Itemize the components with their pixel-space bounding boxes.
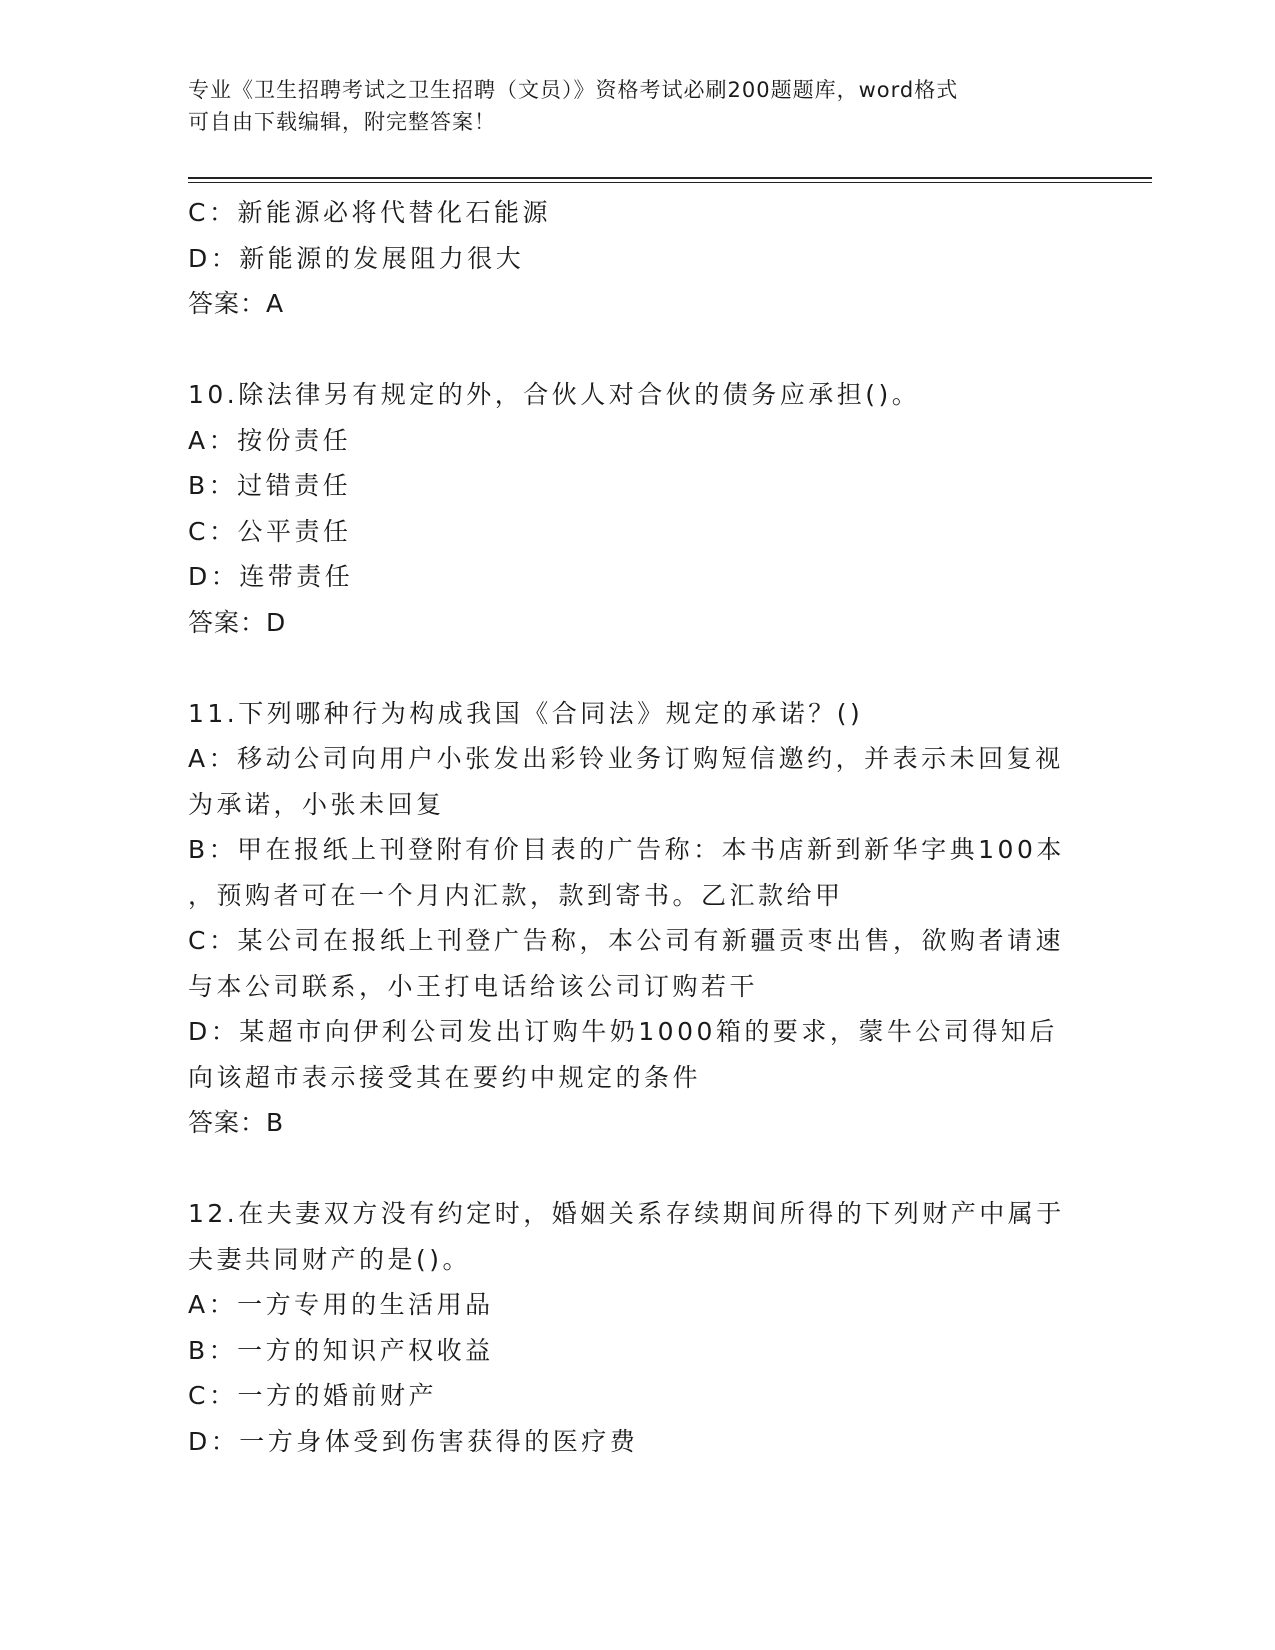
question-stem: 12.在夫妻双方没有约定时，婚姻关系存续期间所得的下列财产中属于 [188,1199,1065,1228]
option-a: A：一方专用的生活用品 [188,1290,494,1319]
answer: 答案：B [188,1108,285,1137]
document-header [188,74,1068,138]
option-c: C：公平责任 [188,516,352,546]
header-line-2: 可自由下载编辑，附完整答案！ [188,110,496,134]
option-b: B：甲在报纸上刊登附有价目表的广告称：本书店新到新华字典100本 [188,835,1065,864]
option-b-cont: ，预购者可在一个月内汇款，款到寄书。乙汇款给甲 [188,880,844,910]
option-c-cont: 与本公司联系，小王打电话给该公司订购若干 [188,971,759,1001]
option-d-cont: 向该超市表示接受其在要约中规定的条件 [188,1062,702,1092]
header-line-1: 专业《卫生招聘考试之卫生招聘（文员）》资格考试必刷200题题库，word格式 [188,78,959,102]
option-d: D：连带责任 [188,562,354,591]
question-10 [188,372,1088,645]
option-d: D：一方身体受到伤害获得的医疗费 [188,1426,639,1456]
option-b: B：一方的知识产权收益 [188,1335,494,1365]
option-a-cont: 为承诺，小张未回复 [188,789,445,819]
question-12 [188,1191,1088,1464]
question-stem-cont: 夫妻共同财产的是()。 [188,1244,472,1274]
question-stem: 10.除法律另有规定的外，合伙人对合伙的债务应承担()。 [188,380,921,409]
header-rule-thin [188,182,1152,183]
option-c: C：新能源必将代替化石能源 [188,198,551,227]
option-a: A：移动公司向用户小张发出彩铃业务订购短信邀约，并表示未回复视 [188,744,1064,773]
question-9-tail [188,190,1088,327]
option-c: C：某公司在报纸上刊登广告称，本公司有新疆贡枣出售，欲购者请速 [188,926,1064,955]
option-a: A：按份责任 [188,425,352,455]
question-stem: 11.下列哪种行为构成我国《合同法》规定的承诺？() [188,698,864,728]
option-c: C：一方的婚前财产 [188,1381,437,1410]
question-11 [188,691,1088,1146]
answer: 答案：A [188,289,285,318]
option-b: B：过错责任 [188,471,352,500]
answer: 答案：D [188,607,287,637]
option-d: D：新能源的发展阻力很大 [188,243,525,273]
document-body [188,190,1088,1464]
header-rule-thick [188,177,1152,179]
option-d: D：某超市向伊利公司发出订购牛奶1000箱的要求，蒙牛公司得知后 [188,1017,1058,1046]
